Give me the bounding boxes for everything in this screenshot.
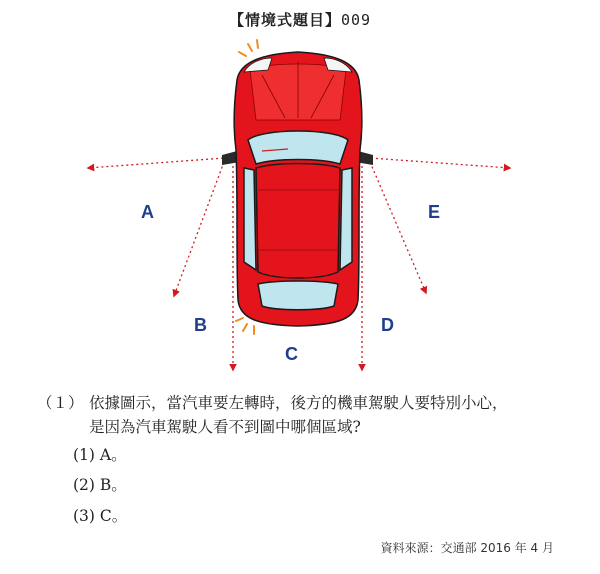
view-line-right-horizontal xyxy=(356,157,510,168)
zone-label-a: A xyxy=(141,202,154,222)
car-blind-spot-diagram xyxy=(0,30,600,375)
question-text xyxy=(37,391,508,439)
car xyxy=(234,52,362,326)
option-b[interactable]: (2) B。 xyxy=(73,476,127,494)
title-prefix: 【情境式題目】 xyxy=(228,11,341,29)
left-side-window xyxy=(244,168,256,270)
view-line-right-diagonal xyxy=(370,162,426,293)
question-line-1: 依據圖示，當汽車要左轉時，後方的機車駕駛人要特別小心， xyxy=(89,394,508,412)
windshield xyxy=(248,131,348,164)
zone-label-c: C xyxy=(285,344,298,364)
question-line-2: 是因為汽車駕駛人看不到圖中哪個區域? xyxy=(89,418,361,436)
zone-label-d: D xyxy=(381,315,394,335)
right-side-window xyxy=(340,168,352,270)
roof xyxy=(256,164,340,279)
source-note: 資料來源：交通部 2016 年 4 月 xyxy=(380,541,554,555)
question-title xyxy=(0,9,600,30)
view-line-left-diagonal xyxy=(174,162,224,296)
question-number: （１） xyxy=(37,394,84,412)
zone-label-e: E xyxy=(428,202,441,222)
rear-window xyxy=(258,281,338,310)
option-c[interactable]: (3) C。 xyxy=(73,507,128,525)
zone-label-b: B xyxy=(194,315,207,335)
option-a[interactable]: (1) A。 xyxy=(73,446,127,464)
view-line-left-horizontal xyxy=(88,157,238,168)
turn-signal-flash-front xyxy=(239,40,258,56)
title-number: 009 xyxy=(340,11,372,29)
turn-signal-flash-rear xyxy=(236,318,254,334)
